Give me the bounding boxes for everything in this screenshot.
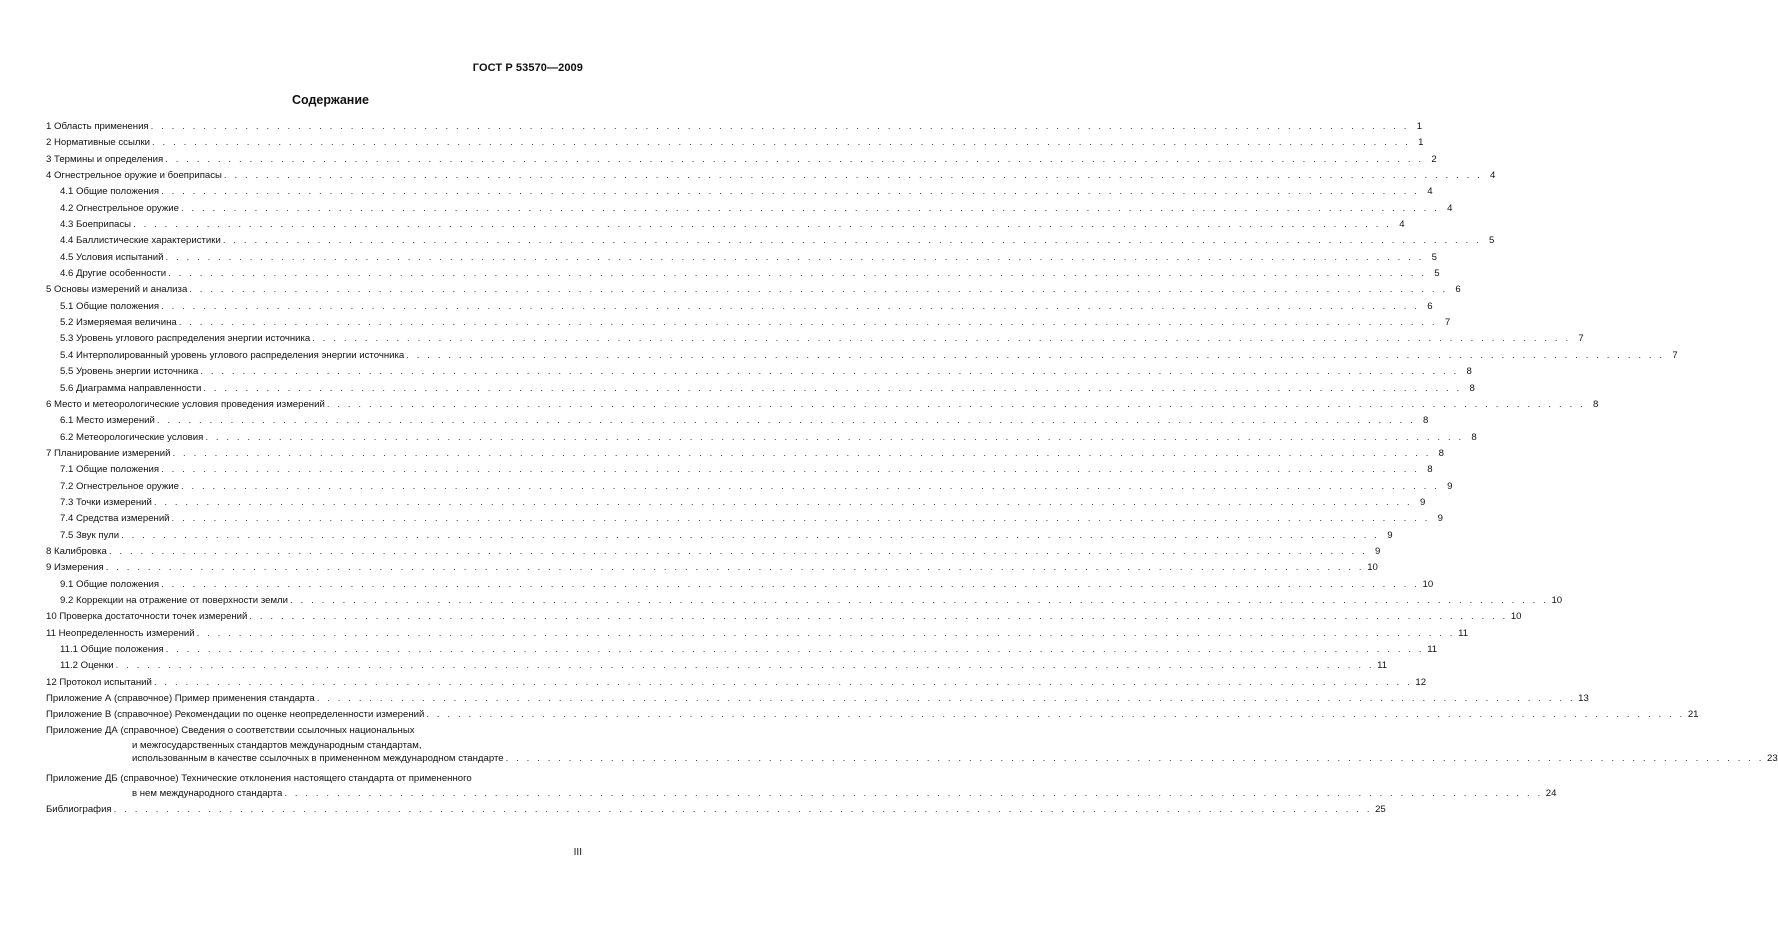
toc-entry[interactable] — [46, 577, 1434, 593]
toc-entry-label: 4.5 Условия испытаний — [60, 250, 166, 266]
toc-leader-dots: . . . . . . . . . . . . . . . . . . . . . . . . . . . . . . . . . . . . . . . . . . . . . . . . . . . . . . . . . . . . . . . . . . . . . . . . . . . . . . . . . . . . . . . . . . . . . . . . . . . . . . . . . . . . . . . . . . . . . . . . — [189, 284, 1448, 296]
toc-leader-dots: . . . . . . . . . . . . . . . . . . . . . . . . . . . . . . . . . . . . . . . . . . . . . . . . . . . . . . . . . . . . . . . . . . . . . . . . . . . . . . . . . . . . . . . . . . . . . . . . . . . . . . . . . . . . . . . . . . . . . . . . — [165, 153, 1424, 165]
toc-entry-page: 8 — [1438, 447, 1444, 459]
toc-entry[interactable] — [46, 168, 1496, 184]
toc-entry-label: 7.3 Точки измерений — [60, 495, 154, 511]
toc-entry-page: 5 — [1431, 251, 1437, 263]
toc-entry-page: 23 — [1767, 753, 1778, 765]
toc-entry-page: 2 — [1431, 153, 1437, 165]
toc-entry-label: 6.2 Метеорологические условия — [60, 430, 205, 446]
document-code: ГОСТ Р 53570—2009 — [472, 62, 583, 74]
toc-entry[interactable] — [46, 675, 1427, 691]
toc-entry-page: 21 — [1687, 709, 1699, 721]
toc-entry[interactable] — [46, 348, 1678, 364]
toc-entry-page: 4 — [1427, 186, 1433, 198]
toc-entry-label: 8 Калибровка — [46, 544, 109, 560]
toc-entry-page: 7 — [1578, 333, 1584, 345]
toc-entry[interactable] — [46, 593, 1563, 609]
toc-entry-annex-db[interactable] — [46, 771, 1557, 800]
toc-entry[interactable] — [46, 184, 1433, 200]
page-number: III — [573, 847, 582, 858]
toc-entry[interactable] — [46, 430, 1477, 446]
toc-leader-dots: . . . . . . . . . . . . . . . . . . . . . . . . . . . . . . . . . . . . . . . . . . . . . . . . . . . . . . . . . . . . . . . . . . . . . . . . . . . . . . . . . . . . . . . . . . . . . . . . . . . . . . . . . . . . . . . . . . . . . . . . — [249, 611, 1508, 623]
toc-entry[interactable] — [46, 560, 1378, 576]
toc-entry-page: 10 — [1367, 562, 1378, 574]
toc-entry-annex-da[interactable] — [46, 723, 1778, 765]
toc-entry-page: 11 — [1427, 644, 1438, 655]
toc-leader-dots: . . . . . . . . . . . . . . . . . . . . . . . . . . . . . . . . . . . . . . . . . . . . . . . . . . . . . . . . . . . . . . . . . . . . . . . . . . . . . . . . . . . . . . . . . . . . . . . . . . . . . . . . . . . . . . . . . . . . . . . . — [172, 447, 1431, 459]
toc-entry-page: 8 — [1466, 366, 1472, 378]
toc-leader-dots: . . . . . . . . . . . . . . . . . . . . . . . . . . . . . . . . . . . . . . . . . . . . . . . . . . . . . . . . . . . . . . . . . . . . . . . . . . . . . . . . . . . . . . . . . . . . . . . . . . . . . . . . . . . . . . . . . . . . . . . . — [113, 804, 1373, 816]
toc-entry-page: 10 — [1510, 611, 1522, 623]
toc-entry-label: и межгосударственных стандартов международным стандартам, — [132, 740, 422, 752]
toc-entry-label: 2 Нормативные ссылки — [46, 135, 152, 151]
toc-entry-page: 10 — [1551, 594, 1563, 606]
toc-leader-dots: . . . . . . . . . . . . . . . . . . . . . . . . . . . . . . . . . . . . . . . . . . . . . . . . . . . . . . . . . . . . . . . . . . . . . . . . . . . . . . . . . . . . . . . . . . . . . . . . . . . . . . . . . . . . . . . . . . . . . . . . — [284, 788, 1543, 800]
toc-entry-label: 11.1 Общие положения — [60, 642, 166, 658]
toc-entry-label: 5.1 Общие положения — [60, 299, 161, 315]
toc-entry-label: 11.2 Оценки — [60, 658, 116, 674]
toc-entry-page: 5 — [1434, 268, 1440, 280]
toc-entry-label: 9 Измерения — [46, 560, 106, 576]
toc-leader-dots: . . . . . . . . . . . . . . . . . . . . . . . . . . . . . . . . . . . . . . . . . . . . . . . . . . . . . . . . . . . . . . . . . . . . . . . . . . . . . . . . . . . . . . . . . . . . . . . . . . . . . . . . . . . . . . . . . . . . . . . . — [205, 431, 1464, 443]
toc-entry[interactable] — [46, 233, 1495, 249]
toc-entry-label: Библиография — [46, 802, 114, 818]
toc-entry-page: 8 — [1423, 415, 1429, 427]
toc-entry-label: использованным в качестве ссылочных в примененном международном стандарте — [132, 753, 504, 765]
toc-leader-dots: . . . . . . . . . . . . . . . . . . . . . . . . . . . . . . . . . . . . . . . . . . . . . . . . . . . . . . . . . . . . . . . . . . . . . . . . . . . . . . . . . . . . . . . . . . . . . . . . . . . . . . . . . . . . . . . . . . . . . . . . — [152, 137, 1411, 149]
toc-entry-page: 6 — [1455, 284, 1461, 296]
toc-entry-page: 7 — [1672, 349, 1678, 361]
toc-entry-label: в нем международного стандарта — [132, 788, 283, 800]
toc-entry-bibliography[interactable] — [46, 802, 1386, 818]
toc-entry-page: 12 — [1415, 676, 1427, 688]
toc-leader-dots: . . . . . . . . . . . . . . . . . . . . . . . . . . . . . . . . . . . . . . . . . . . . . . . . . . . . . . . . . . . . . . . . . . . . . . . . . . . . . . . . . . . . . . . . . . . . . . . . . . . . . . . . . . . . . . . . . . . . . . . . — [316, 693, 1576, 705]
toc-leader-dots: . . . . . . . . . . . . . . . . . . . . . . . . . . . . . . . . . . . . . . . . . . . . . . . . . . . . . . . . . . . . . . . . . . . . . . . . . . . . . . . . . . . . . . . . . . . . . . . . . . . . . . . . . . . . . . . . . . . . . . . . — [171, 513, 1430, 525]
toc-leader-dots: . . . . . . . . . . . . . . . . . . . . . . . . . . . . . . . . . . . . . . . . . . . . . . . . . . . . . . . . . . . . . . . . . . . . . . . . . . . . . . . . . . . . . . . . . . . . . . . . . . . . . . . . . . . . . . . . . . . . . . . . — [406, 349, 1665, 361]
toc-entry-page: 4 — [1447, 202, 1453, 214]
toc-entry-label: 4.1 Общие положения — [60, 184, 161, 200]
toc-entry-label: 6 Место и метеорологические условия проведения измерений — [46, 397, 327, 413]
toc-entry[interactable] — [46, 217, 1405, 233]
toc-leader-dots: . . . . . . . . . . . . . . . . . . . . . . . . . . . . . . . . . . . . . . . . . . . . . . . . . . . . . . . . . . . . . . . . . . . . . . . . . . . . . . . . . . . . . . . . . . . . . . . . . . . . . . . . . . . . . . . . . . . . . . . . — [178, 317, 1438, 329]
toc-entry[interactable] — [46, 201, 1453, 217]
toc-entry[interactable] — [46, 544, 1381, 560]
toc-entry[interactable] — [46, 315, 1451, 331]
toc-entry-page: 8 — [1471, 431, 1477, 443]
toc-entry-page: 7 — [1444, 317, 1451, 329]
toc-entry[interactable] — [46, 331, 1584, 347]
toc-entry[interactable] — [46, 381, 1475, 397]
toc-entry-label: 4.3 Боеприпасы — [60, 217, 133, 233]
toc-leader-dots: . . . . . . . . . . . . . . . . . . . . . . . . . . . . . . . . . . . . . . . . . . . . . . . . . . . . . . . . . . . . . . . . . . . . . . . . . . . . . . . . . . . . . . . . . . . . . . . . . . . . . . . . . . . . . . . . . . . . . . . . — [312, 333, 1571, 345]
toc-entry-label: 5.5 Уровень энергии источника — [60, 364, 200, 380]
toc-entry[interactable] — [46, 282, 1461, 298]
toc-entry-page: 10 — [1422, 578, 1434, 590]
toc-entry[interactable] — [46, 135, 1424, 151]
toc-entry[interactable] — [46, 364, 1472, 380]
toc-entry-label: 9.1 Общие положения — [60, 577, 161, 593]
toc-entry-page: 11 — [1377, 660, 1388, 672]
toc-leader-dots: . . . . . . . . . . . . . . . . . . . . . . . . . . . . . . . . . . . . . . . . . . . . . . . . . . . . . . . . . . . . . . . . . . . . . . . . . . . . . . . . . . . . . . . . . . . . . . . . . . . . . . . . . . . . . . . . . . . . . . . . — [165, 644, 1425, 655]
toc-leader-dots: . . . . . . . . . . . . . . . . . . . . . . . . . . . . . . . . . . . . . . . . . . . . . . . . . . . . . . . . . . . . . . . . . . . . . . . . . . . . . . . . . . . . . . . . . . . . . . . . . . . . . . . . . . . . . . . . . . . . . . . . — [180, 202, 1440, 214]
toc-leader-dots: . . . . . . . . . . . . . . . . . . . . . . . . . . . . . . . . . . . . . . . . . . . . . . . . . . . . . . . . . . . . . . . . . . . . . . . . . . . . . . . . . . . . . . . . . . . . . . . . . . . . . . . . . . . . . . . . . . . . . . . . — [153, 496, 1413, 508]
toc-entry[interactable] — [46, 266, 1440, 282]
toc-entry-label: 5.2 Измеряемая величина — [60, 315, 179, 331]
toc-entry-label: 5.3 Уровень углового распределения энергии источника — [60, 331, 312, 347]
toc-entry[interactable] — [46, 299, 1433, 315]
toc-entry[interactable] — [46, 642, 1438, 658]
toc-entry[interactable] — [46, 479, 1453, 495]
toc-entry-label: 12 Протокол испытаний — [46, 675, 154, 691]
toc-entry[interactable] — [46, 707, 1699, 723]
toc-entry-page: 25 — [1375, 804, 1386, 816]
toc-leader-dots: . . . . . . . . . . . . . . . . . . . . . . . . . . . . . . . . . . . . . . . . . . . . . . . . . . . . . . . . . . . . . . . . . . . . . . . . . . . . . . . . . . . . . . . . . . . . . . . . . . . . . . . . . . . . . . . . . . . . . . . . — [161, 300, 1420, 312]
toc-entry-label: 9.2 Коррекции на отражение от поверхности земли — [60, 593, 290, 609]
toc-entry-page: 9 — [1447, 480, 1453, 492]
toc-entry[interactable] — [46, 446, 1444, 462]
toc-entry-page: 9 — [1387, 529, 1393, 541]
toc-leader-dots: . . . . . . . . . . . . . . . . . . . . . . . . . . . . . . . . . . . . . . . . . . . . . . . . . . . . . . . . . . . . . . . . . . . . . . . . . . . . . . . . . . . . . . . . . . . . . . . . . . . . . . . . . . . . . . . . . . . . . . . . — [426, 709, 1685, 721]
toc-entry-label: Приложение ДБ (справочное) Технические отклонения настоящего стандарта от примененного — [46, 773, 472, 785]
toc-entry[interactable] — [46, 413, 1429, 429]
toc-leader-dots: . . . . . . . . . . . . . . . . . . . . . . . . . . . . . . . . . . . . . . . . . . . . . . . . . . . . . . . . . . . . . . . . . . . . . . . . . . . . . . . . . . . . . . . . . . . . . . . . . . . . . . . . . . . . . . . . . . . . . . . . — [115, 660, 1375, 672]
toc-entry-label: 7.2 Огнестрельное оружие — [60, 479, 181, 495]
toc-entry-label: 5 Основы измерений и анализа — [46, 282, 189, 298]
toc-entry-label: 7.1 Общие положения — [60, 462, 161, 478]
toc-leader-dots: . . . . . . . . . . . . . . . . . . . . . . . . . . . . . . . . . . . . . . . . . . . . . . . . . . . . . . . . . . . . . . . . . . . . . . . . . . . . . . . . . . . . . . . . . . . . . . . . . . . . . . . . . . . . . . . . . . . . . . . . — [180, 480, 1440, 492]
toc-entry-page: 9 — [1375, 545, 1381, 557]
toc-entry[interactable] — [46, 691, 1589, 707]
toc-entry-label: 11 Неопределенность измерений — [46, 626, 197, 642]
toc-entry[interactable] — [46, 152, 1437, 168]
toc-entry-page: 4 — [1490, 170, 1496, 182]
toc-entry[interactable] — [46, 609, 1522, 625]
toc-entry-label: 7 Планирование измерений — [46, 446, 173, 462]
toc-entry-page: 4 — [1399, 219, 1405, 231]
toc-entry[interactable] — [46, 119, 1423, 135]
toc-entry-label: Приложение В (справочное) Рекомендации по оценке неопределенности измерений — [46, 707, 426, 723]
toc-entry[interactable] — [46, 397, 1599, 413]
toc-entry-label: 4 Огнестрельное оружие и боеприпасы — [46, 168, 224, 184]
table-of-contents — [46, 119, 1778, 819]
toc-entry[interactable] — [46, 658, 1388, 674]
toc-leader-dots: . . . . . . . . . . . . . . . . . . . . . . . . . . . . . . . . . . . . . . . . . . . . . . . . . . . . . . . . . . . . . . . . . . . . . . . . . . . . . . . . . . . . . . . . . . . . . . . . . . . . . . . . . . . . . . . . . . . . . . . . — [108, 545, 1368, 557]
toc-entry-page: 6 — [1427, 300, 1433, 312]
toc-entry-page: 1 — [1416, 121, 1423, 132]
toc-leader-dots: . . . . . . . . . . . . . . . . . . . . . . . . . . . . . . . . . . . . . . . . . . . . . . . . . . . . . . . . . . . . . . . . . . . . . . . . . . . . . . . . . . . . . . . . . . . . . . . . . . . . . . . . . . . . . . . . . . . . . . . . — [150, 121, 1410, 132]
toc-leader-dots: . . . . . . . . . . . . . . . . . . . . . . . . . . . . . . . . . . . . . . . . . . . . . . . . . . . . . . . . . . . . . . . . . . . . . . . . . . . . . . . . . . . . . . . . . . . . . . . . . . . . . . . . . . . . . . . . . . . . . . . . — [223, 170, 1483, 182]
toc-entry-page: 8 — [1592, 398, 1599, 410]
toc-entry-label: 4.4 Баллистические характеристики — [60, 233, 223, 249]
toc-entry-page: 9 — [1419, 496, 1426, 508]
toc-leader-dots: . . . . . . . . . . . . . . . . . . . . . . . . . . . . . . . . . . . . . . . . . . . . . . . . . . . . . . . . . . . . . . . . . . . . . . . . . . . . . . . . . . . . . . . . . . . . . . . . . . . . . . . . . . . . . . . . . . . . . . . . — [290, 594, 1549, 606]
toc-entry[interactable] — [46, 528, 1393, 544]
toc-entry[interactable] — [46, 462, 1433, 478]
toc-leader-dots: . . . . . . . . . . . . . . . . . . . . . . . . . . . . . . . . . . . . . . . . . . . . . . . . . . . . . . . . . . . . . . . . . . . . . . . . . . . . . . . . . . . . . . . . . . . . . . . . . . . . . . . . . . . . . . . . . . . . . . . . — [168, 268, 1427, 280]
toc-entry-page: 9 — [1437, 513, 1443, 525]
toc-entry-page: 5 — [1488, 235, 1495, 247]
toc-leader-dots: . . . . . . . . . . . . . . . . . . . . . . . . . . . . . . . . . . . . . . . . . . . . . . . . . . . . . . . . . . . . . . . . . . . . . . . . . . . . . . . . . . . . . . . . . . . . . . . . . . . . . . . . . . . . . . . . . . . . . . . . — [222, 235, 1482, 247]
toc-leader-dots: . . . . . . . . . . . . . . . . . . . . . . . . . . . . . . . . . . . . . . . . . . . . . . . . . . . . . . . . . . . . . . . . . . . . . . . . . . . . . . . . . . . . . . . . . . . . . . . . . . . . . . . . . . . . . . . . . . . . . . . . — [505, 753, 1765, 765]
toc-leader-dots: . . . . . . . . . . . . . . . . . . . . . . . . . . . . . . . . . . . . . . . . . . . . . . . . . . . . . . . . . . . . . . . . . . . . . . . . . . . . . . . . . . . . . . . . . . . . . . . . . . . . . . . . . . . . . . . . . . . . . . . . — [165, 251, 1424, 263]
toc-entry-label: 4.6 Другие особенности — [60, 266, 168, 282]
toc-leader-dots: . . . . . . . . . . . . . . . . . . . . . . . . . . . . . . . . . . . . . . . . . . . . . . . . . . . . . . . . . . . . . . . . . . . . . . . . . . . . . . . . . . . . . . . . . . . . . . . . . . . . . . . . . . . . . . . . . . . . . . . . — [121, 529, 1380, 541]
toc-entry-page: 1 — [1418, 137, 1424, 149]
toc-leader-dots: . . . . . . . . . . . . . . . . . . . . . . . . . . . . . . . . . . . . . . . . . . . . . . . . . . . . . . . . . . . . . . . . . . . . . . . . . . . . . . . . . . . . . . . . . . . . . . . . . . . . . . . . . . . . . . . . . . . . . . . . — [161, 186, 1420, 198]
toc-entry-page: 11 — [1458, 627, 1469, 639]
toc-leader-dots: . . . . . . . . . . . . . . . . . . . . . . . . . . . . . . . . . . . . . . . . . . . . . . . . . . . . . . . . . . . . . . . . . . . . . . . . . . . . . . . . . . . . . . . . . . . . . . . . . . . . . . . . . . . . . . . . . . . . . . . . — [196, 627, 1456, 639]
toc-entry[interactable] — [46, 626, 1469, 642]
toc-entry-page: 8 — [1469, 382, 1475, 394]
toc-entry-page: 13 — [1578, 693, 1589, 705]
toc-entry-page: 24 — [1545, 788, 1557, 800]
toc-leader-dots: . . . . . . . . . . . . . . . . . . . . . . . . . . . . . . . . . . . . . . . . . . . . . . . . . . . . . . . . . . . . . . . . . . . . . . . . . . . . . . . . . . . . . . . . . . . . . . . . . . . . . . . . . . . . . . . . . . . . . . . . — [153, 676, 1413, 688]
toc-entry[interactable] — [46, 250, 1437, 266]
toc-entry-label: 1 Область применения — [46, 119, 151, 135]
toc-leader-dots: . . . . . . . . . . . . . . . . . . . . . . . . . . . . . . . . . . . . . . . . . . . . . . . . . . . . . . . . . . . . . . . . . . . . . . . . . . . . . . . . . . . . . . . . . . . . . . . . . . . . . . . . . . . . . . . . . . . . . . . . — [200, 366, 1459, 378]
toc-leader-dots: . . . . . . . . . . . . . . . . . . . . . . . . . . . . . . . . . . . . . . . . . . . . . . . . . . . . . . . . . . . . . . . . . . . . . . . . . . . . . . . . . . . . . . . . . . . . . . . . . . . . . . . . . . . . . . . . . . . . . . . . — [105, 562, 1365, 574]
toc-entry-label: 10 Проверка достаточности точек измерений — [46, 609, 249, 625]
toc-entry-label: Приложение ДА (справочное) Сведения о соответствии ссылочных национальных — [46, 724, 415, 736]
toc-leader-dots: . . . . . . . . . . . . . . . . . . . . . . . . . . . . . . . . . . . . . . . . . . . . . . . . . . . . . . . . . . . . . . . . . . . . . . . . . . . . . . . . . . . . . . . . . . . . . . . . . . . . . . . . . . . . . . . . . . . . . . . . — [326, 398, 1586, 410]
toc-entry-label: 5.4 Интерполированный уровень углового распределения энергии источника — [60, 348, 406, 364]
toc-leader-dots: . . . . . . . . . . . . . . . . . . . . . . . . . . . . . . . . . . . . . . . . . . . . . . . . . . . . . . . . . . . . . . . . . . . . . . . . . . . . . . . . . . . . . . . . . . . . . . . . . . . . . . . . . . . . . . . . . . . . . . . . — [156, 415, 1416, 427]
toc-entry-label: 4.2 Огнестрельное оружие — [60, 201, 181, 217]
toc-entry-label: 7.4 Средства измерений — [60, 511, 172, 527]
toc-entry-label: 7.5 Звук пули — [60, 528, 121, 544]
toc-entry-page: 8 — [1427, 464, 1433, 476]
toc-entry[interactable] — [46, 511, 1443, 527]
toc-leader-dots: . . . . . . . . . . . . . . . . . . . . . . . . . . . . . . . . . . . . . . . . . . . . . . . . . . . . . . . . . . . . . . . . . . . . . . . . . . . . . . . . . . . . . . . . . . . . . . . . . . . . . . . . . . . . . . . . . . . . . . . . — [161, 578, 1420, 590]
toc-entry-label: Приложение А (справочное) Пример применения стандарта — [46, 691, 317, 707]
toc-entry-label: 5.6 Диаграмма направленности — [60, 381, 203, 397]
toc-leader-dots: . . . . . . . . . . . . . . . . . . . . . . . . . . . . . . . . . . . . . . . . . . . . . . . . . . . . . . . . . . . . . . . . . . . . . . . . . . . . . . . . . . . . . . . . . . . . . . . . . . . . . . . . . . . . . . . . . . . . . . . . — [203, 382, 1462, 394]
toc-entry-label: 3 Термины и определения — [46, 152, 165, 168]
page-title: Содержание — [291, 93, 369, 107]
toc-entry[interactable] — [46, 495, 1426, 511]
toc-leader-dots: . . . . . . . . . . . . . . . . . . . . . . . . . . . . . . . . . . . . . . . . . . . . . . . . . . . . . . . . . . . . . . . . . . . . . . . . . . . . . . . . . . . . . . . . . . . . . . . . . . . . . . . . . . . . . . . . . . . . . . . . — [133, 219, 1392, 231]
toc-entry-label: 6.1 Место измерений — [60, 413, 157, 429]
toc-leader-dots: . . . . . . . . . . . . . . . . . . . . . . . . . . . . . . . . . . . . . . . . . . . . . . . . . . . . . . . . . . . . . . . . . . . . . . . . . . . . . . . . . . . . . . . . . . . . . . . . . . . . . . . . . . . . . . . . . . . . . . . . — [161, 464, 1420, 476]
